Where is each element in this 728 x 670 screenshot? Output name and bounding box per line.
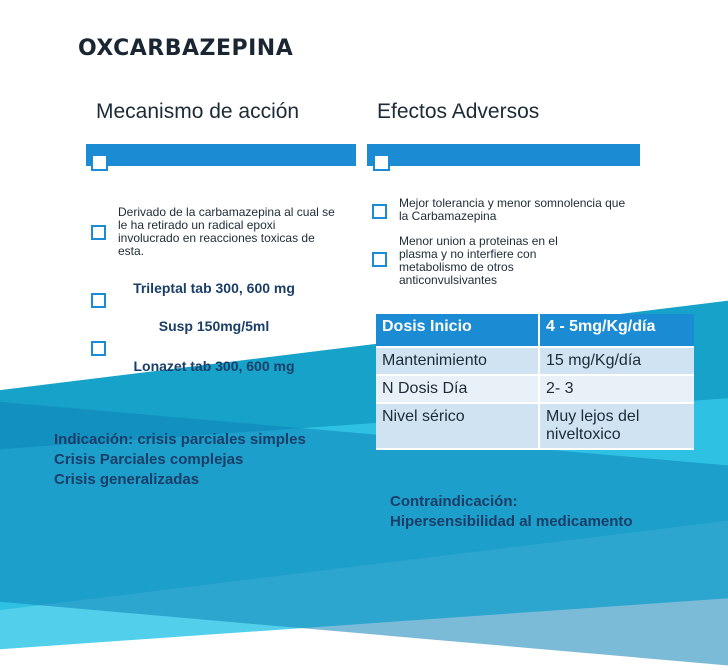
dose-value: 4 - 5mg/Kg/día bbox=[539, 314, 694, 347]
contraindication-line: Contraindicación: bbox=[390, 493, 518, 510]
dose-label: Nivel sérico bbox=[376, 403, 539, 449]
dose-value: 2- 3 bbox=[539, 375, 694, 403]
dose-label: N Dosis Día bbox=[376, 375, 539, 403]
table-row bbox=[376, 403, 694, 449]
dose-label: Dosis Inicio bbox=[376, 314, 539, 347]
checkbox-icon bbox=[372, 252, 387, 267]
dose-table bbox=[376, 314, 694, 450]
checkbox-icon bbox=[91, 293, 106, 308]
mechanism-heading: Mecanismo de acción bbox=[96, 100, 300, 123]
lonazet-text: Lonazet tab 300, 600 mg bbox=[133, 358, 295, 374]
table-row bbox=[376, 375, 694, 403]
adverse-effect-1: Mejor tolerancia y menor somnolencia que la Carbamazepina bbox=[399, 196, 626, 223]
checkbox-icon bbox=[373, 154, 390, 171]
indication-line: Crisis Parciales complejas bbox=[54, 451, 244, 468]
adverse-effects-heading: Efectos Adversos bbox=[377, 100, 540, 123]
indication-line: Crisis generalizadas bbox=[54, 471, 200, 488]
checkbox-icon bbox=[91, 225, 106, 240]
dose-label: Mantenimiento bbox=[376, 347, 539, 375]
checkbox-icon bbox=[91, 154, 108, 171]
mechanism-header-bar bbox=[86, 144, 356, 166]
indication-line: Indicación: crisis parciales simples bbox=[54, 431, 306, 448]
adverse-effect-2: Menor union a proteinas en el plasma y no interfiere con metabolismo de otros anticonvulsivantes bbox=[399, 234, 558, 287]
adverse-header-bar bbox=[367, 144, 640, 166]
susp-text: Susp 150mg/5ml bbox=[158, 318, 270, 334]
dose-value: 15 mg/Kg/día bbox=[539, 347, 694, 375]
mechanism-text: Derivado de la carbamazepina al cual se le ha retirado un radical epoxi involucrado en reacciones toxicas de esta. bbox=[118, 205, 335, 258]
checkbox-icon bbox=[91, 341, 106, 356]
table-row bbox=[376, 347, 694, 375]
trileptal-text: Trileptal tab 300, 600 mg bbox=[133, 280, 295, 296]
contraindication-block bbox=[390, 492, 633, 532]
contraindication-line: Hipersensibilidad al medicamento bbox=[390, 513, 633, 530]
slide-title: OXCARBAZEPINA bbox=[78, 36, 294, 61]
dose-value: Muy lejos del niveltoxico bbox=[539, 403, 694, 449]
table-row bbox=[376, 314, 694, 347]
checkbox-icon bbox=[372, 204, 387, 219]
indication-block bbox=[54, 430, 306, 490]
